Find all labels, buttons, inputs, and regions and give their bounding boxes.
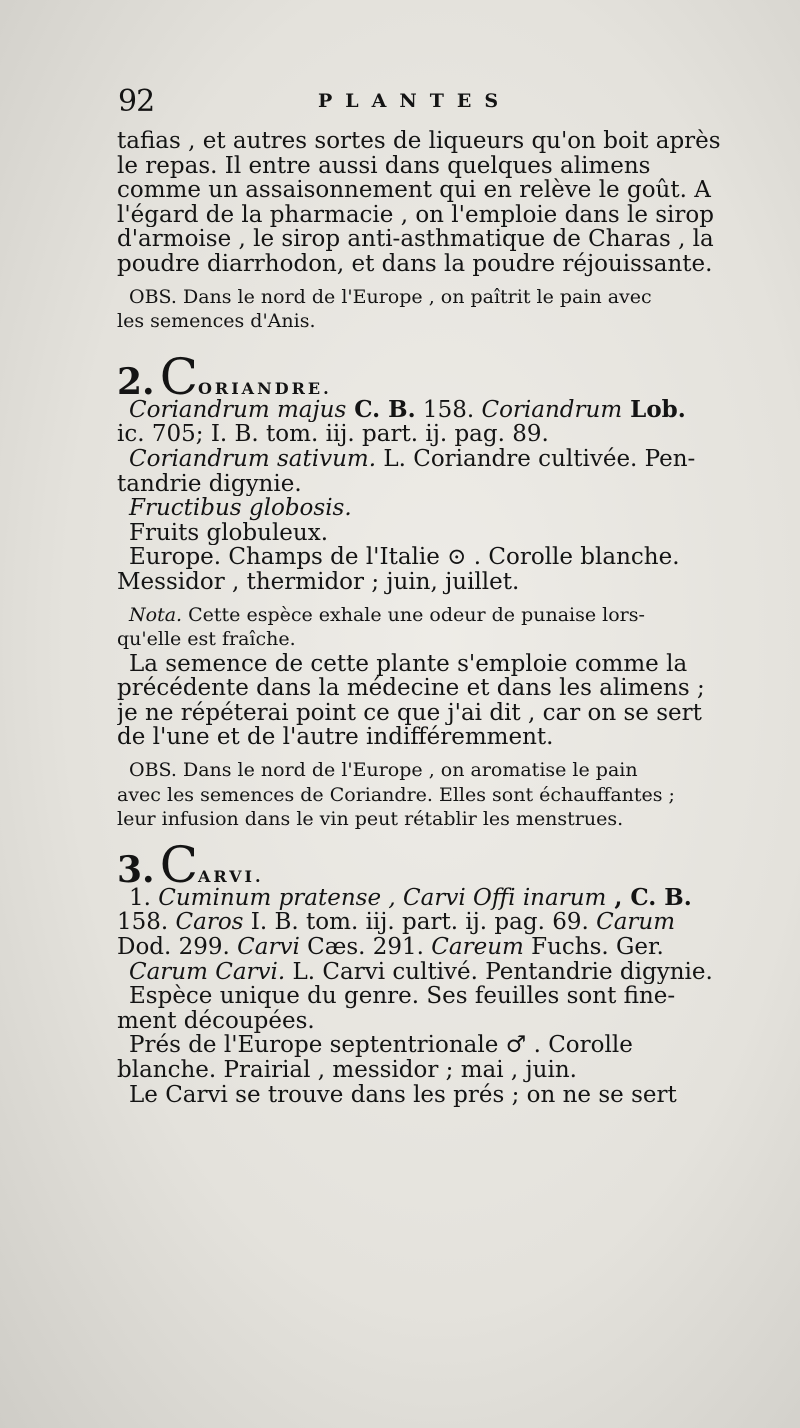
synonym-source: C. B.	[346, 397, 416, 423]
section-heading-carvi	[117, 835, 767, 894]
obs-label: OBS.	[129, 759, 177, 782]
obs-text: Dans le nord de l'Europe , on paîtrit le pain avec	[176, 285, 652, 308]
synonym-name: Caros	[175, 910, 244, 936]
obs-line: leur infusion dans le vin peut rétablir les menstrues.	[117, 808, 624, 831]
text-line: poudre diarrhodon, et dans la poudre réjouissante.	[117, 251, 713, 277]
obs-label: OBS.	[129, 285, 177, 308]
obs-line: les semences d'Anis.	[117, 310, 316, 333]
synonym-name: Cuminum pratense , Carvi Offi inarum	[158, 885, 607, 911]
nota-label: Nota.	[129, 603, 183, 626]
obs-line: avec les semences de Coriandre. Elles sont échauffantes ;	[117, 783, 675, 806]
synonym-line: 158. Caros I. B. tom. iij. part. ij. pag. 69. Carum	[117, 910, 676, 936]
habitat-line: Europe. Champs de l'Italie ⊙ . Corolle blanche.	[129, 545, 680, 570]
text-line: La semence de cette plante s'emploie comme la	[129, 651, 688, 677]
synonym-name: Carum	[596, 910, 676, 936]
synonym-name: Coriandrum sativum.	[129, 446, 377, 472]
text-line: de l'une et de l'autre indifféremment.	[117, 725, 554, 751]
nota-line: qu'elle est fraîche.	[117, 628, 296, 651]
synonym-source: , C. B.	[606, 885, 692, 911]
synonym-line: Dod. 299. Carvi Cæs. 291. Careum Fuchs. Ger.	[117, 935, 664, 960]
text-line: précédente dans la médecine et dans les alimens ;	[117, 676, 705, 701]
synonym-name: Coriandrum	[481, 397, 623, 423]
text-line: le repas. Il entre aussi dans quelques alimens	[117, 153, 651, 179]
synonym-name: Carum Carvi.	[129, 959, 286, 985]
habitat-line: blanche. Prairial , messidor ; mai , juin.	[117, 1058, 577, 1083]
synonym-line: Carum Carvi. L. Carvi cultivé. Pentandrie digynie.	[129, 959, 713, 985]
section-number: 2.	[117, 360, 155, 403]
nota-line	[117, 603, 767, 628]
section-initial: C	[159, 347, 198, 406]
character-french: Fruits globuleux.	[129, 520, 329, 546]
synonym-line: tandrie digynie.	[117, 471, 302, 497]
page-number: 92	[118, 84, 155, 119]
running-head: PLANTES	[318, 90, 512, 112]
text-line: tafias , et autres sortes de liqueurs qu'on boit après	[117, 129, 721, 154]
section-title-rest: ORIANDRE.	[197, 378, 332, 398]
description-line: Espèce unique du genre. Ses feuilles sont fine-	[129, 984, 676, 1009]
synonym-text: L. Coriandre cultivée. Pen-	[376, 446, 696, 472]
habitat-line: Prés de l'Europe septentrionale ♂ . Corolle	[129, 1033, 633, 1058]
synonym-ref: 158.	[415, 397, 482, 423]
synonym-source: Lob.	[622, 397, 686, 423]
synonym-name: Careum	[431, 935, 524, 960]
synonym-line	[117, 447, 767, 472]
section-title-rest: ARVI.	[197, 866, 264, 886]
synonym-name: Carvi	[237, 935, 300, 960]
text-line: Le Carvi se trouve dans les prés ; on ne se sert	[129, 1082, 677, 1108]
page-header	[118, 84, 538, 124]
obs-line	[117, 758, 767, 783]
obs-line	[117, 285, 767, 310]
text-line: d'armoise , le sirop anti-asthmatique de Charas , la	[117, 227, 714, 252]
text-line: comme un assaisonnement qui en relève le goût. A	[117, 178, 711, 203]
obs-text: Dans le nord de l'Europe , on aromatise le pain	[176, 759, 638, 782]
section-heading-coriandre	[117, 347, 767, 406]
section-initial: C	[159, 835, 198, 894]
text-line: je ne répéterai point ce que j'ai dit , car on se sert	[117, 700, 702, 726]
synonym-line: ic. 705; I. B. tom. iij. part. ij. pag. 89.	[117, 422, 549, 447]
nota-text: Cette espèce exhale une odeur de punaise lors-	[182, 603, 645, 626]
synonym-line: 1. Cuminum pratense , Carvi Offi inarum , C. B.	[129, 885, 692, 911]
character-latin: Fructibus globosis.	[129, 496, 352, 521]
habitat-line: Messidor , thermidor ; juin, juillet.	[117, 569, 520, 595]
synonym-name: Coriandrum majus	[129, 397, 347, 423]
section-number: 3.	[117, 848, 155, 891]
description-line: ment découpées.	[117, 1008, 315, 1034]
text-line: l'égard de la pharmacie , on l'emploie dans le sirop	[117, 202, 714, 228]
page-body	[117, 129, 767, 1107]
synonym-line	[117, 398, 767, 423]
